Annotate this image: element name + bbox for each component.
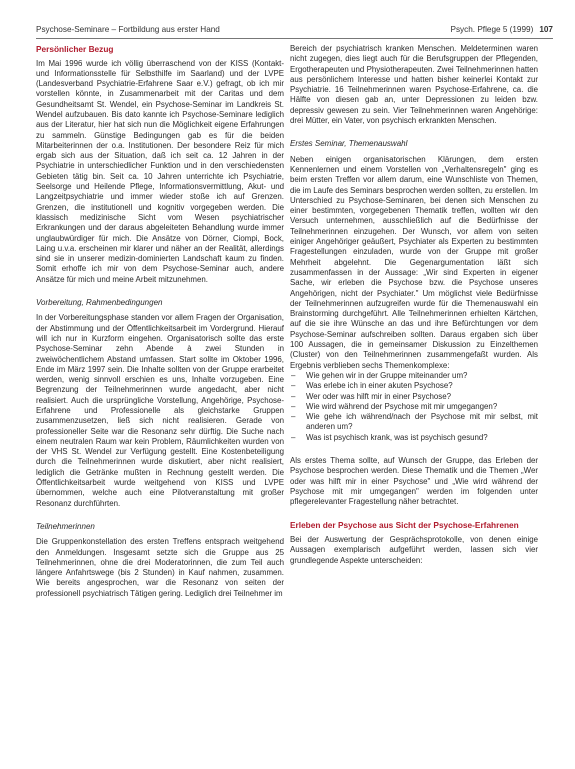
list-item: – Wie gehen wir in der Gruppe miteinander um? (290, 371, 538, 381)
list-item: – Was erlebe ich in einer akuten Psychose? (290, 381, 538, 391)
list-item: – Wer oder was hilft mir in einer Psychose? (290, 392, 538, 402)
list-item: – Wie wird während der Psychose mit mir umgegangen? (290, 402, 538, 412)
subheading-erstes-seminar: Erstes Seminar, Themenauswahl (290, 139, 408, 149)
running-head (36, 24, 553, 36)
section-title-erleben-der-psychose: Erleben der Psychose aus Sicht der Psychose-Erfahrenen (290, 520, 519, 531)
journal-citation: Psych. Pflege 5 (1999) (450, 25, 534, 34)
header-rule (36, 38, 553, 39)
paragraph: In der Vorbereitungsphase standen vor allem Fragen der Organisation, der Abstimmung und der Öffentlichkeitsarbeit im Vordergrund. Hierauf will ich nur in Kurzform eingehen. Organisatorisch sollte das erste Psychose-Seminar zehn Abende à zwei Stunden in zweiwöchentlichem Abstand umfassen. Start sollte im Oktober 1996, Ende im März 1997 sein. Die Inhalte sollten von der Gruppe erarbeitet werden, wenig sinnvoll erschien es uns, Inhalte vorzugeben. Eine Begrenzung der Teilnehmerinnen wurde angedacht, aber nicht realisiert. Auch die ursprüngliche Vorstellung, Angehörige, Psychose-Erfahrene und Professionelle als gleichstarke Gruppen zusammenzusetzen, ließ sich nicht realisieren. Gerade von professioneller Seite war die Resonanz sehr dürftig. Die Suche nach einem neutralen Raum war kein Problem, Räumlichkeiten wurden von der VHS St. Wendel zur Verfügung gestellt. Eine Kostenbeteiligung durch die Teilnehmerinnen wurde diskutiert, aber nicht realisiert, lediglich die Getränke mußten in Rechnung gestellt werden. Die Öffentlichkeitsarbeit wurde weitgehend von KISS und LVPE übernommen, welche auch eine Pilotveranstaltung mit großer Resonanz durchführten. (36, 313, 284, 508)
paragraph: Bei der Auswertung der Gesprächsprotokolle, von denen einige Aussagen exemplarisch aufgeführt werden, lassen sich vier grundlegende Aspekte unterscheiden: (290, 534, 538, 565)
page-number: 107 (539, 25, 553, 34)
subheading-vorbereitung: Vorbereitung, Rahmenbedingungen (36, 298, 163, 308)
paragraph: Die Gruppenkonstellation des ersten Treffens entsprach weitgehend den Anmeldungen. Insgesamt setzte sich die Gruppe aus 25 Teilnehmerinnen, ohne die drei Moderatorinnen, die zum Teil auch längere Anfahrtswege (bis 2 Stunden) in Kauf nahmen, zusammen. Wie bereits angesprochen, war die Resonanz von seiten der professionell psychiatrisch Tätigen gering. Lediglich drei Teilnehmer im (36, 537, 284, 598)
running-head-journal-page (450, 24, 553, 36)
paragraph: Bereich der psychiatrisch kranken Menschen. Meldeterminen waren nicht zugegen, dies liegt auch für die Berufsgruppen der Pflegenden, Ergotherapeuten und Physiotherapeuten. Zwei Teilnehmerinnen hatten aus persönlichem Interesse und hatten bisher keinerlei Kontakt zur Psychiatrie. 16 Teilnehmerinnen waren Psychose-Erfahrene, ca. die Hälfte von diesen gab an, unter Depressionen zu leiden bzw. depressiv gewesen zu sein. Vier Teilnehmerinnen waren Angehörige: drei Mütter, ein Vater, von psychisch erkrankten Menschen. (290, 44, 538, 126)
list-item: – Wie gehe ich während/nach der Psychose mit mir selbst, mit anderen um? (290, 412, 538, 433)
section-title-persoenlicher-bezug: Persönlicher Bezug (36, 44, 114, 54)
list-item: – Was ist psychisch krank, was ist psychisch gesund? (290, 433, 538, 443)
left-column (36, 44, 284, 599)
running-head-title: Psychose-Seminare – Fortbildung aus erster Hand (36, 25, 220, 34)
topic-list (290, 371, 538, 443)
paragraph: Im Mai 1996 wurde ich völlig überraschend von der KISS (Kontakt- und Informationsstelle für Selbsthilfe im Saarland) und der LVPE (Landesverband Psychiatrie-Erfahrene Saar e.V.) gefragt, ob ich mir vorstellen könnte, in Zusammenarbeit mit der Caritas und dem Gesundheitsamt St. Wendel, ein Psychose-Seminar im Landkreis St. Wendel aufzubauen. Bis dato kannte ich Psychose-Seminare lediglich aus der Literatur, hier hat sich nun die Möglichkeit eigene Erfahrungen zu sammeln. Günstige Bedingungen gab es für die beiden Mitarbeiterinnen der o.a. Institutionen. Der besondere Reiz für mich ergab sich aus der Situation, daß ich seit ca. 12 Jahren in der Psychiatrie in unterschiedlicher Funktion und in den verschiedensten Gebieten tätig bin. Seit ca. 10 Jahren unterrichte ich Psychiatrie, Seelsorge und Heilende Pflege, Informationsvermittlung, Akut- und Langzeitpsychiatrie und immer wieder stoße ich auf Grenzen. Grenzen, die institutionell und kognitiv vorgegeben werden. Die klassisch medizinische Sicht vom Wesen psychiatrischer Erkrankungen und der daraus abgeleiteten Behandlung wurde immer unglaubwürdiger für mich. Die Ansätze von Dörner, Ciompi, Bock, Laing u.v.a. erscheinen mir klarer und näher an der Realität, allerdings sind sie in unserer medizin-dominierten Landschaft kaum zu finden. Somit erhoffe ich mir von dem Psychose-Seminar auch, andere Ansätze für mich und meine Arbeit mitzunehmen. (36, 58, 284, 284)
subheading-teilnehmerinnen: Teilnehmerinnen (36, 521, 95, 531)
paragraph: Neben einigen organisatorischen Klärungen, dem ersten Kennenlernen und einem Vorstellen von „Verhaltensregeln" ging es beim ersten Treffen vor allem darum, eine Wunschliste von Themen, die im Laufe des Seminars besprochen werden sollten, zu erstellen. Im Unterschied zu Psychose-Seminaren, bei denen sich Menschen zu einer bestimmten, vorgegebenen Thematik treffen, wollten wir den Versuch unternehmen, ausschließlich auf die Bedürfnisse der Teilnehmerinnen einzugehen. Der Wunsch, vor allem von seiten einiger Angehöriger geäußert, Psychiater als Experten zu bestimmten Fragestellungen einzuladen, wurde von der Gruppe mit großer Mehrheit abgelehnt. Die Gegenargumentation läßt sich zusammenfassen in der Aussage: „Wir sind Experten in eigener Sache, wir erleben die Psychose bzw. die Psychose unseres Angehörigen, nicht der Psychiater." Um möglichst viele Bedürfnisse der Teilnehmerinnen aufzugreifen wurde für die Themenauswahl ein Brainstorming durchgeführt. Alle Teilnehmerinnen erhielten Kärtchen, auf die sie ihre Wünsche an das und ihre Befürchtungen vor dem Psychose-Seminar aufschreiben sollten. Daraus ergaben sich über 100 Aussagen, die in gemeinsamer Diskussion zu Einzelthemen (Cluster) von den Teilnehmerinnen zusammengefaßt wurden. Als Ergebnis verblieben sechs Themenkomplexe: (290, 154, 538, 370)
paragraph: Als erstes Thema sollte, auf Wunsch der Gruppe, das Erleben der Psychose besprochen werden. Diese Thematik und die Themen „Wer oder was hilft mir in einer Psychose" und „Wie wird während der Psychose mit mir umgegangen" werden im folgenden unter pflegerelevanter Fragestellung näher betrachtet. (290, 455, 538, 507)
right-column (290, 44, 538, 566)
